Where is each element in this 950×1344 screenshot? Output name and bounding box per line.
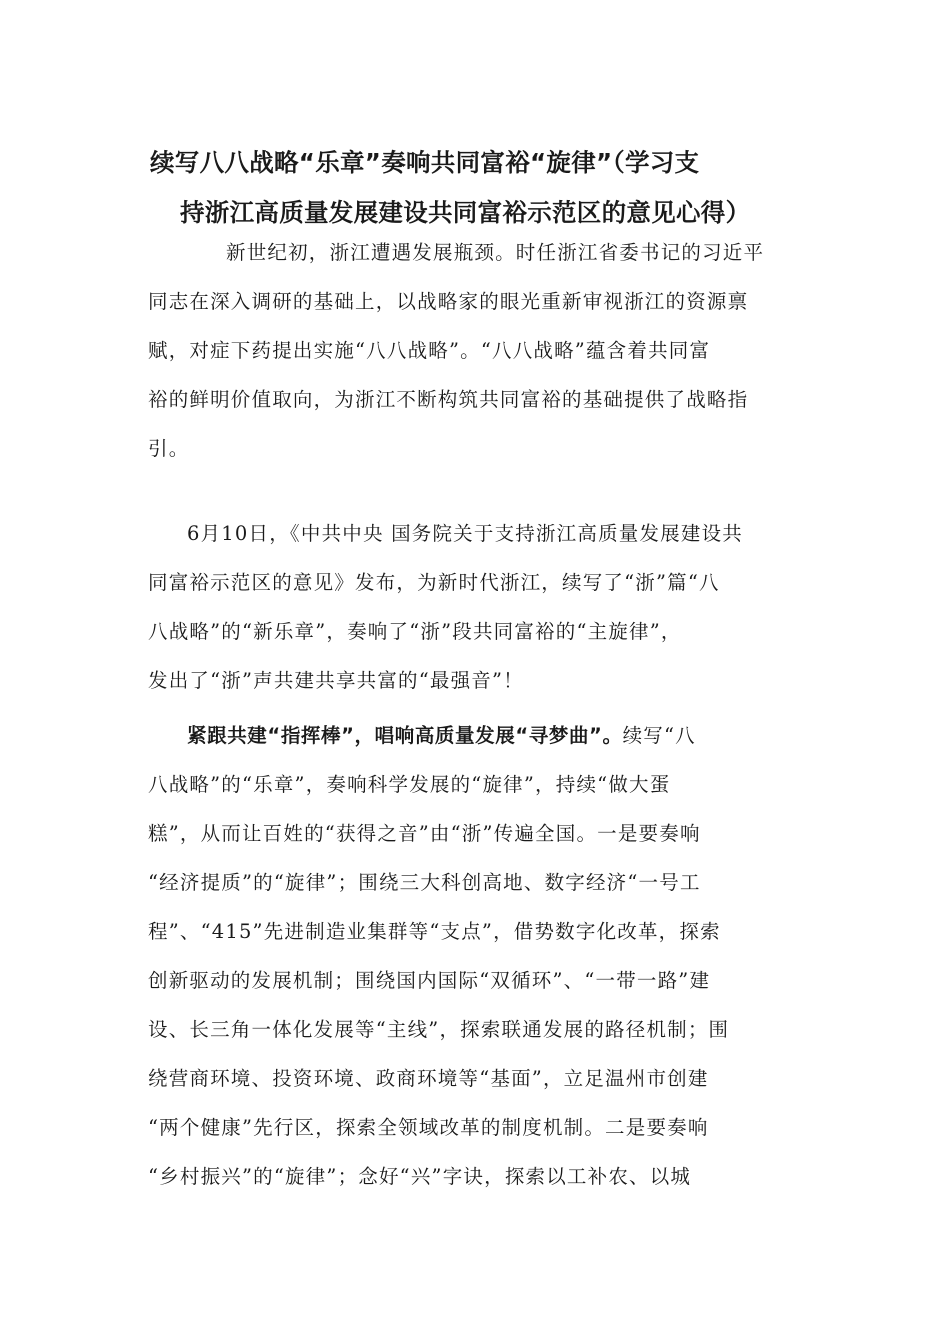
- paragraph-line: 裕的鲜明价值取向，为浙江不断构筑共同富裕的基础提供了战略指: [148, 388, 749, 411]
- paragraph-line: 绕营商环境、投资环境、政商环境等“基面”，立足温州市创建: [148, 1067, 709, 1090]
- paragraph-line: 程”、“415”先进制造业集群等“支点”，借势数字化改革，探索: [148, 920, 721, 943]
- paragraph-line: 同富裕示范区的意见》发布，为新时代浙江，续写了“浙”篇“八: [148, 571, 720, 594]
- title-line-1: 续写八八战略“乐章”奏响共同富裕“旋律”（学习支: [150, 148, 700, 177]
- paragraph-line: “经济提质”的“旋律”；围绕三大科创高地、数字经济“一号工: [148, 871, 701, 894]
- paragraph-line: “两个健康”先行区，探索全领域改革的制度机制。二是要奏响: [148, 1116, 709, 1139]
- paragraph-line: 发出了“浙”声共建共享共富的“最强音”！: [148, 669, 524, 692]
- paragraph-line: 6月10日，《中共中央 国务院关于支持浙江高质量发展建设共: [187, 522, 743, 545]
- paragraph-intro: [148, 228, 816, 473]
- title-line-2: 持浙江高质量发展建设共同富裕示范区的意见心得）: [180, 198, 751, 227]
- paragraph-line: “乡村振兴”的“旋律”；念好“兴”字诀，探索以工补农、以城: [148, 1165, 692, 1188]
- section-lead-rest: 续写“八: [622, 724, 696, 747]
- paragraph-line: [148, 711, 816, 760]
- paragraph-line: 同志在深入调研的基础上，以战略家的眼光重新审视浙江的资源禀: [148, 290, 749, 313]
- paragraph-line: 糕”，从而让百姓的“获得之音”由“浙”传遍全国。一是要奏响: [148, 822, 701, 845]
- section-lead-heading: 紧跟共建“指挥棒”，唱响高质量发展“寻梦曲”。: [187, 724, 623, 747]
- paragraph-line: 新世纪初，浙江遭遇发展瓶颈。时任浙江省委书记的习近平: [226, 241, 765, 264]
- paragraph-line: 赋，对症下药提出实施“八八战略”。“八八战略”蕴含着共同富: [148, 339, 711, 362]
- paragraph-section-one: [148, 711, 816, 1201]
- document-title: [150, 138, 810, 238]
- paragraph-announcement: [148, 509, 816, 705]
- paragraph-line: 八战略”的“乐章”，奏响科学发展的“旋律”，持续“做大蛋: [148, 773, 671, 796]
- paragraph-line: 设、长三角一体化发展等“主线”，探索联通发展的路径机制；围: [148, 1018, 730, 1041]
- paragraph-line: 创新驱动的发展机制；围绕国内国际“双循环”、“一带一路”建: [148, 969, 711, 992]
- paragraph-line: 引。: [148, 437, 190, 460]
- paragraph-line: 八战略”的“新乐章”，奏响了“浙”段共同富裕的“主旋律”，: [148, 620, 682, 643]
